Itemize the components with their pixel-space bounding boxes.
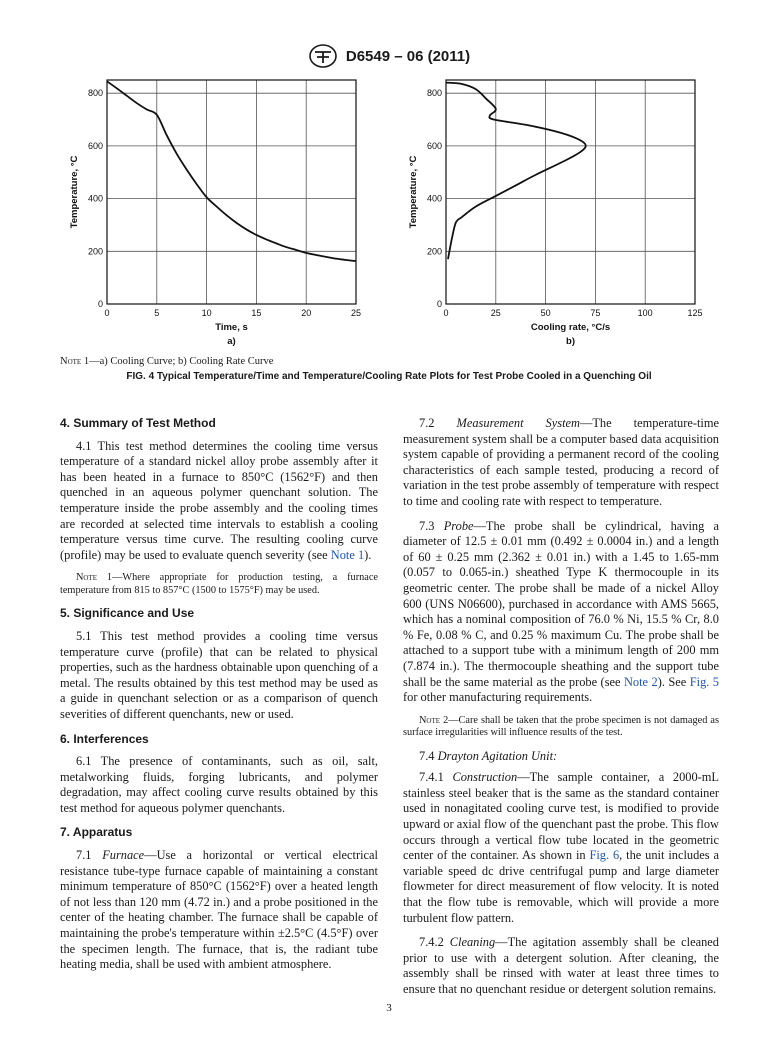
note-2 bbox=[403, 715, 719, 740]
chart-a-x-tick-label: 0 bbox=[104, 308, 110, 318]
figure-caption: FIG. 4 Typical Temperature/Time and Temperature/Cooling Rate Plots for Test Probe Cooled in a Quenching Oil bbox=[126, 371, 652, 382]
chart-a-y-tick-label: 0 bbox=[97, 299, 103, 309]
paragraph-7-1-term: Furnace bbox=[102, 848, 145, 863]
page-header bbox=[0, 43, 778, 69]
paragraph-7-2-text: —The temperature-time measurement system shall be a computer based data acquisition system capable of providing a permanent record of the cooling characteristics of each sample tested, producing a record of variation in the test probe assembly of temperature with respect to time and cooling rate with respect to temperature. bbox=[403, 416, 719, 508]
chart-b-x-tick-label: 0 bbox=[443, 308, 449, 318]
left-column bbox=[60, 416, 378, 982]
chart-b-y-tick-label: 600 bbox=[426, 140, 442, 151]
paragraph-7-2-term: Measurement System bbox=[456, 416, 580, 430]
note-2-label: Note 2 bbox=[419, 714, 449, 726]
paragraph-7-3 bbox=[403, 519, 719, 706]
chart-a-series-line bbox=[107, 81, 356, 261]
paragraph-7-4 bbox=[403, 749, 719, 765]
paragraph-7-3-mid: ). See bbox=[657, 674, 690, 689]
chart-b-y-tick-label: 400 bbox=[426, 193, 442, 204]
chart-a-x-tick-label: 25 bbox=[350, 308, 362, 318]
note-1-link[interactable]: Note 1 bbox=[330, 547, 365, 562]
chart-b-y-tick-label: 200 bbox=[426, 246, 442, 257]
page-number: 3 bbox=[386, 1002, 392, 1014]
paragraph-7-4-1-text-a: —The sample container, a 2000-mL stainless steel beaker that is the same as the standard container used in nonagitated cooling curve test, is modified to provide upward or axial flow of the quenchant past the probe. This flow occurs through a vertical flow tube located in the geometric center of the container. As shown in bbox=[403, 770, 719, 863]
paragraph-4-1-end: ). bbox=[364, 547, 372, 562]
figure-note-label: Note 1 bbox=[60, 356, 90, 367]
note-1-label: Note 1 bbox=[76, 572, 113, 584]
paragraph-7-4-2 bbox=[403, 935, 719, 997]
fig-6-link[interactable]: Fig. 6 bbox=[589, 848, 620, 863]
paragraph-7-3-num: 7.3 bbox=[419, 518, 444, 533]
paragraph-7-2 bbox=[403, 416, 719, 510]
note-2-link[interactable]: Note 2 bbox=[623, 674, 658, 689]
paragraph-6-1: 6.1 The presence of contaminants, such as oil, salt, metalworking fluids, forging lubricants, and polymer degradation, may affect cooling curve results obtained by this test method for aqueous polymer quenchants. bbox=[60, 754, 378, 815]
chart-b-x-tick-label: 50 bbox=[540, 308, 551, 318]
paragraph-7-4-num: 7.4 bbox=[419, 748, 438, 763]
section-4-title: 4. Summary of Test Method bbox=[60, 416, 216, 430]
paragraph-7-1 bbox=[60, 848, 378, 973]
chart-a-panel-label: a) bbox=[227, 336, 236, 347]
paragraph-7-1-text: —Use a horizontal or vertical electrical resistance tube-type furnace capable of maintaining a constant minimum temperature of 850°C (1562°F) over a heated length of not less than 120 mm (4.72 in.) and a probe positioned in the center of the heating chamber. The furnace shall be capable of maintaining the probe's temperature within ±2.5°C (4.5°F) over the specimen length. The furnace, that is, the radiant tube heating media, shall be used with ambient atmosphere. bbox=[60, 848, 378, 972]
chart-b-frame bbox=[446, 80, 695, 304]
chart-a-x-tick-label: 5 bbox=[154, 308, 160, 318]
chart-a-frame bbox=[107, 80, 356, 304]
section-6-title: 6. Interferences bbox=[60, 731, 149, 746]
figure-4-charts bbox=[0, 70, 778, 355]
chart-a-y-tick-label: 200 bbox=[87, 246, 103, 257]
chart-b-panel-label: b) bbox=[566, 336, 575, 347]
paragraph-7-1-num: 7.1 bbox=[76, 848, 103, 863]
chart-b-x-tick-label: 125 bbox=[687, 308, 703, 318]
astm-logo-icon bbox=[308, 43, 338, 69]
paragraph-7-3-end: for other manufacturing requirements. bbox=[403, 690, 593, 705]
paragraph-7-4-1-num: 7.4.1 bbox=[419, 770, 453, 785]
chart-a-y-tick-label: 400 bbox=[87, 193, 103, 204]
paragraph-4-1-text: 4.1 This test method determines the cooling time versus temperature of a standard nickel alloy probe assembly after it has been heated in a furnace to 850°C (1562°F) and then quenched in an aqueous polymer quenchant solution. The temperature inside the probe assembly and the cooling times are recorded at selected time intervals to establish a cooling temperature versus time curve. The resulting cooling curve (profile) may be used to evaluate quench severity (see bbox=[60, 438, 378, 562]
chart-a-x-tick-label: 15 bbox=[251, 308, 262, 318]
note-2-text: —Care shall be taken that the probe specimen is not damaged as surface irregularities will influence results of the test. bbox=[403, 714, 719, 739]
paragraph-7-2-num: 7.2 bbox=[419, 416, 457, 430]
chart-a-x-tick-label: 10 bbox=[201, 308, 212, 318]
chart-a-y-axis-label: Temperature, °C bbox=[69, 155, 80, 229]
chart-b-y-tick-label: 800 bbox=[426, 88, 442, 99]
chart-b-y-axis-label: Temperature, °C bbox=[408, 155, 419, 229]
right-column bbox=[403, 416, 719, 1007]
chart-b-series-line bbox=[446, 83, 586, 260]
paragraph-4-1 bbox=[60, 439, 378, 564]
fig-5-link[interactable]: Fig. 5 bbox=[689, 674, 720, 689]
paragraph-7-4-1-term: Construction bbox=[452, 770, 518, 785]
chart-a-y-tick-label: 600 bbox=[87, 140, 103, 151]
section-7-title: 7. Apparatus bbox=[60, 825, 133, 840]
note-1-text: —Where appropriate for production testing, a furnace temperature from 815 to 857°C (1500 to 1575°F) may be used. bbox=[60, 572, 378, 596]
chart-b-x-axis-label: Cooling rate, °C/s bbox=[530, 322, 611, 333]
chart-a-x-axis-label: Time, s bbox=[215, 322, 248, 333]
paragraph-7-4-2-term: Cleaning bbox=[449, 935, 496, 950]
paragraph-7-4-1 bbox=[403, 770, 719, 926]
figure-note bbox=[60, 356, 273, 367]
paragraph-7-3-text: —The probe shall be cylindrical, having a diameter of 12.5 ± 0.01 mm (0.492 ± 0.0004 in.) and a length of 60 ± 0.25 mm (2.362 ± 0.01 in.) with a 1.45 to 1.65-mm (0.057 to 0.065-in.) sheathed Type K thermocouple in its geometric center. The probe shall be made of a nickel Alloy 600 (UNS N06600), purchased in accordance with AMS 5665, which has a nominal composition of 76.0 % Ni, 15.5 % Cr, 8.0 % Fe, 0.08 % C, and 0.25 % maximum Cu. The probe shall be attached to a support tube with a minimum length of 200 mm (7.874 in.). The thermocouple sheathing and the support tube shall be the same material as the probe (see bbox=[403, 518, 719, 689]
section-5-title: 5. Significance and Use bbox=[60, 606, 195, 621]
chart-b-x-tick-label: 100 bbox=[637, 308, 653, 318]
standard-designation: D6549 – 06 (2011) bbox=[345, 47, 471, 65]
chart-b-x-tick-label: 25 bbox=[490, 308, 501, 318]
paragraph-7-4-1-text-b: , the unit includes a variable speed dc drive centrifugal pump and large diameter flowmeter for direct measurement of flow velocity. It is noted that the flow tube is removable, which will provide a more turbulent flow pattern. bbox=[403, 848, 719, 925]
chart-a-x-tick-label: 20 bbox=[301, 308, 312, 318]
paragraph-7-4-term: Drayton Agitation Unit: bbox=[437, 748, 558, 763]
paragraph-5-1: 5.1 This test method provides a cooling time versus temperature curve (profile) that can be related to physical properties, such as the hardness obtainable upon quenching of a metal. The results obtained by this test method may be used as a guide in quenchant selection or as a comparison of quench severities of different quenchants, new or used. bbox=[60, 628, 378, 721]
figure-note-text: —a) Cooling Curve; b) Cooling Rate Curve bbox=[89, 356, 274, 367]
paragraph-7-4-2-text: —The agitation assembly shall be cleaned prior to use with a detergent solution. After cleaning, the assembly shall be rinsed with water at least three times to ensure that no quenchant residue or detergent solution remains. bbox=[403, 935, 719, 996]
paragraph-7-4-2-num: 7.4.2 bbox=[419, 935, 450, 950]
chart-b-y-tick-label: 0 bbox=[436, 299, 442, 309]
paragraph-7-3-term: Probe bbox=[443, 518, 474, 533]
note-1 bbox=[60, 572, 378, 597]
chart-b-x-tick-label: 75 bbox=[590, 308, 601, 318]
chart-a-y-tick-label: 800 bbox=[87, 88, 103, 99]
